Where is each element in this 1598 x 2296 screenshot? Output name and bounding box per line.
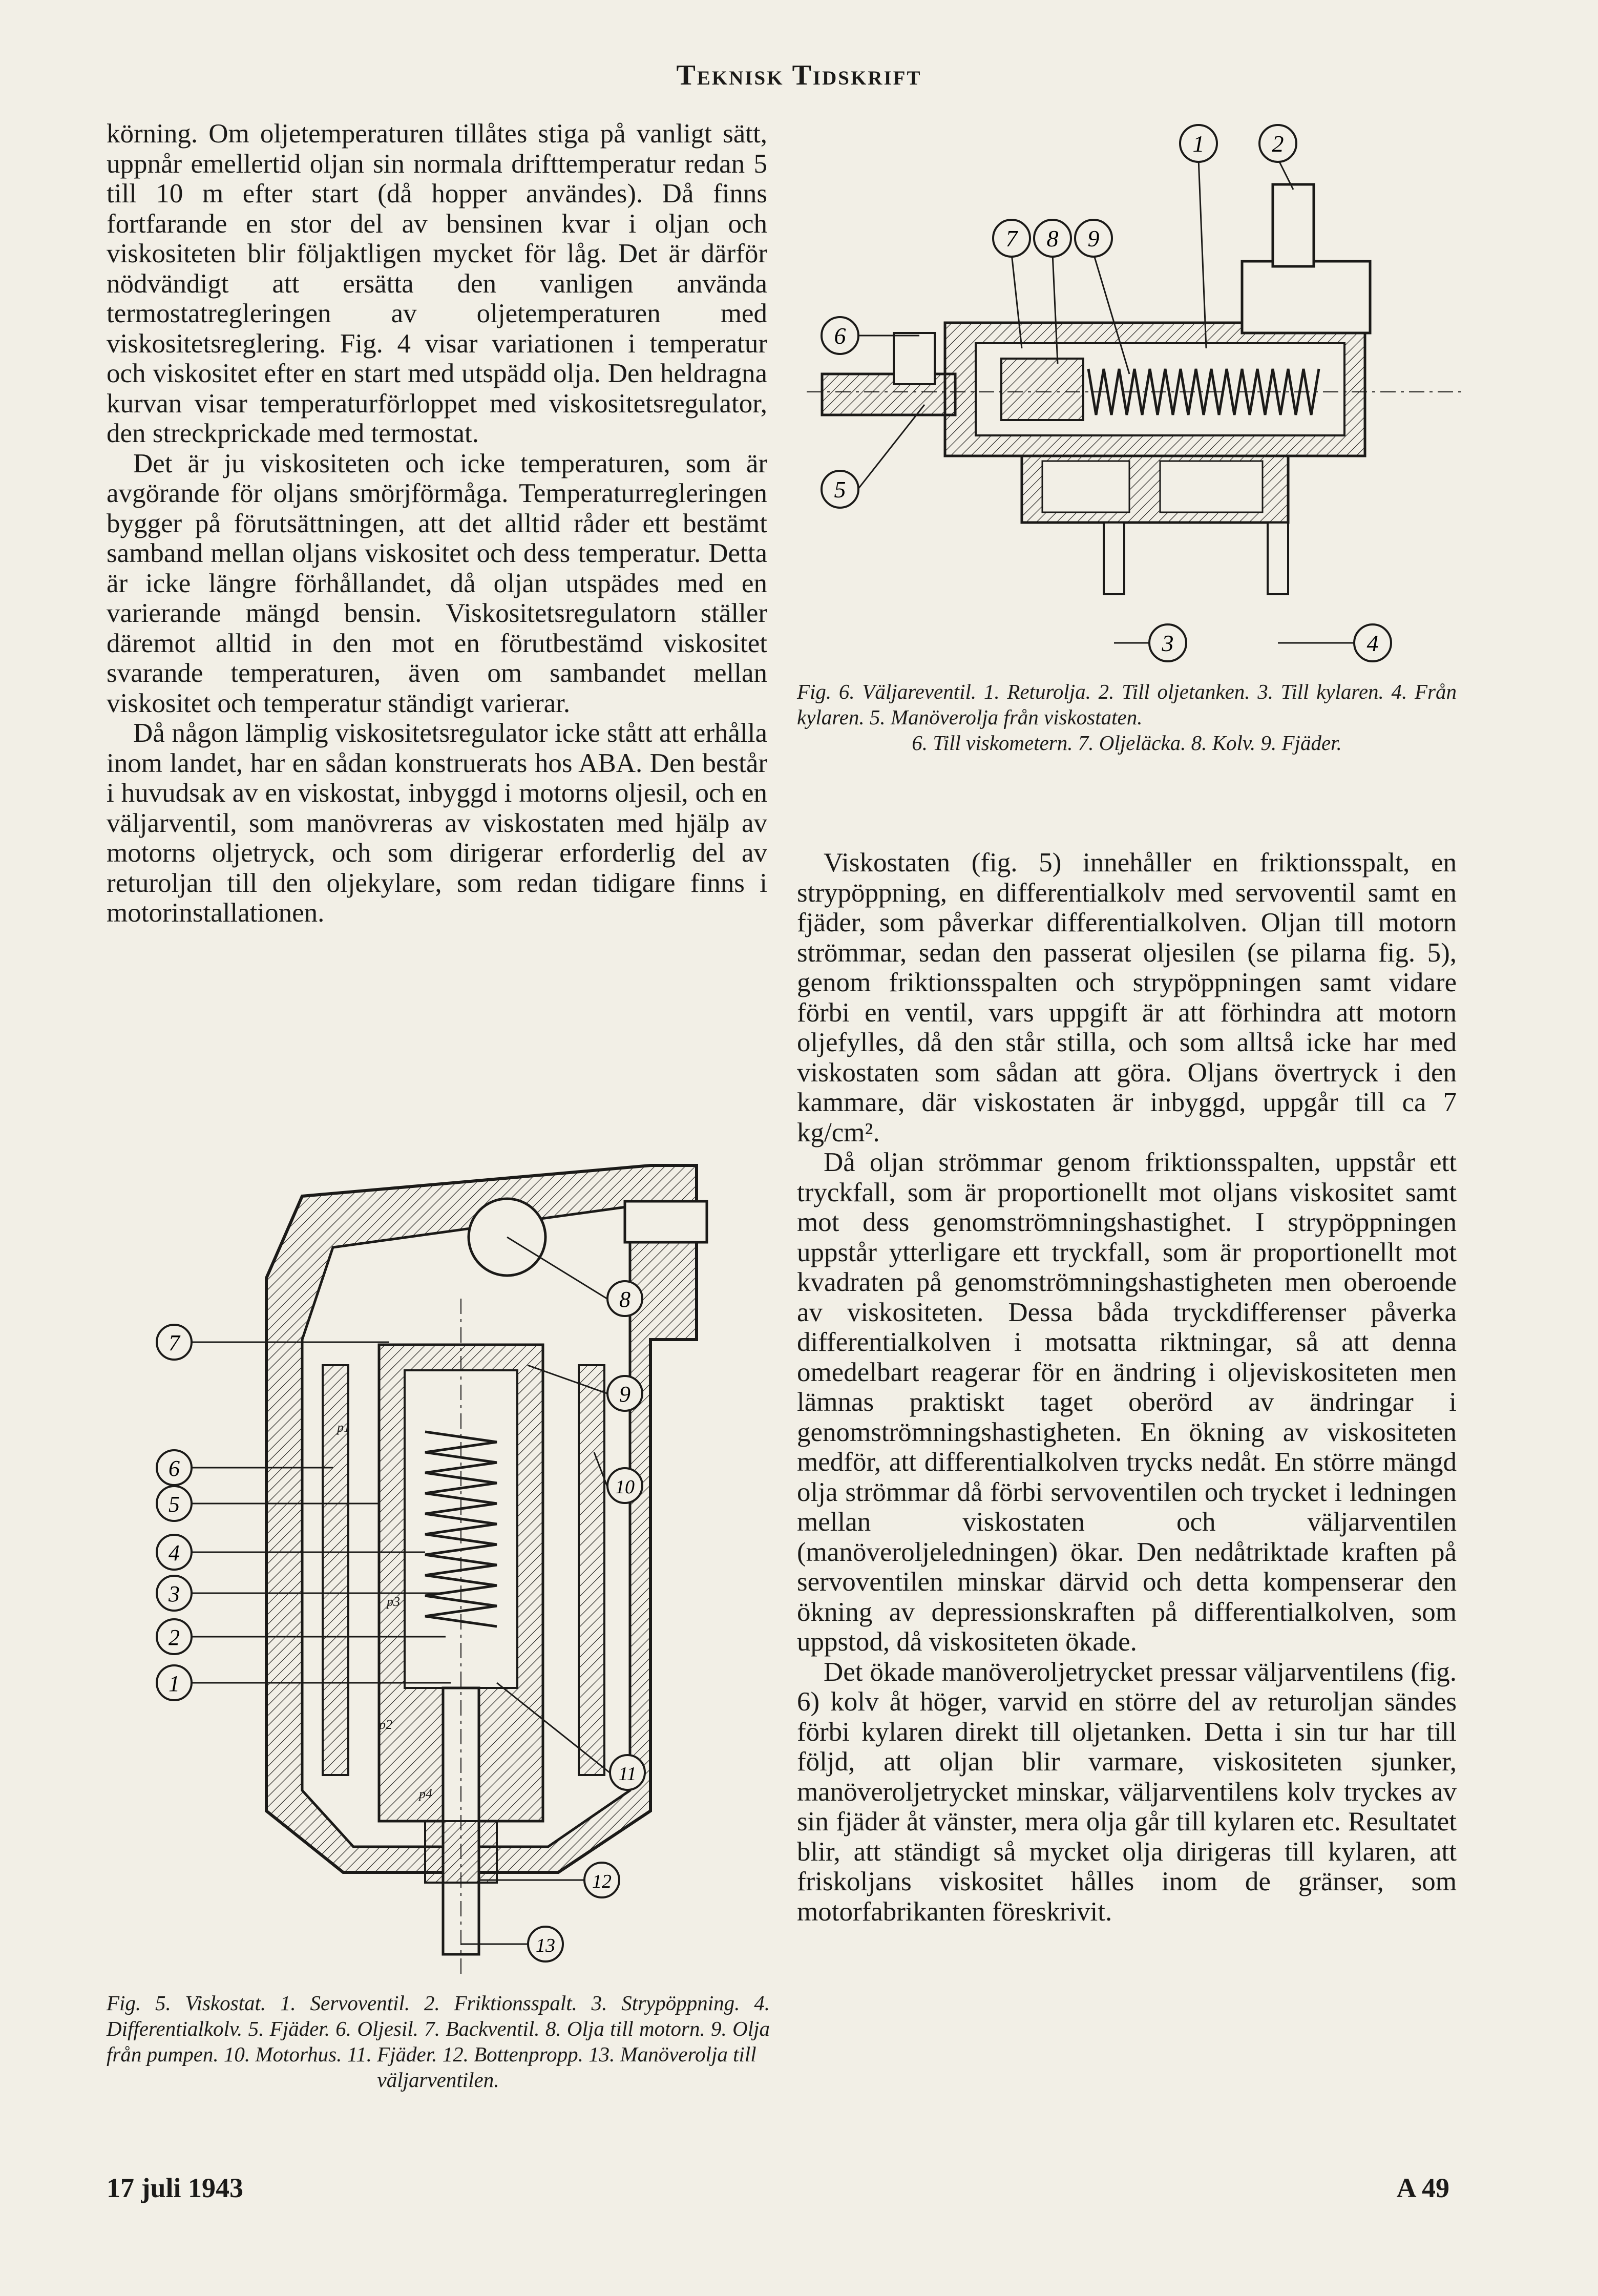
figure-5-callout-2 bbox=[157, 1619, 192, 1654]
svg-text:7: 7 bbox=[1005, 225, 1018, 252]
figure-6-callout-5 bbox=[822, 471, 858, 508]
svg-text:4: 4 bbox=[169, 1540, 180, 1566]
svg-text:7: 7 bbox=[169, 1330, 180, 1355]
svg-text:8: 8 bbox=[1046, 225, 1059, 252]
svg-text:9: 9 bbox=[619, 1382, 630, 1407]
left-paragraph-2: Det är ju viskositeten och icke temperaturen, som är avgörande för oljans smörjförmåga. Temperaturregleringen bygger på förutsättningen, att det alltid råder ett bestämt samband mellan oljans viskositet och dess temperatur. Detta är icke längre förhållandet, då oljan utspädes med en varierande mängd bensin. Viskositetsregulatorn ställer däremot alltid in den mot en förutbestämd viskositet svarande temperaturen, även om sambandet mellan viskositet och temperatur ständigt varierar. bbox=[107, 448, 767, 718]
figure-5-callout-6 bbox=[157, 1450, 192, 1485]
svg-text:p4: p4 bbox=[419, 1786, 432, 1801]
svg-text:3: 3 bbox=[169, 1581, 180, 1606]
figure-6-callout-4 bbox=[1354, 624, 1391, 661]
figure-5-viscostat-drawing bbox=[138, 1145, 753, 1985]
figure-6-callout-9 bbox=[1075, 220, 1112, 257]
figure-5-callout-10 bbox=[607, 1468, 642, 1503]
figure-6-caption bbox=[797, 679, 1457, 756]
svg-text:13: 13 bbox=[536, 1935, 555, 1956]
svg-text:5: 5 bbox=[834, 476, 846, 503]
svg-text:2: 2 bbox=[169, 1625, 180, 1650]
svg-text:2: 2 bbox=[1272, 131, 1284, 157]
svg-text:1: 1 bbox=[1192, 131, 1205, 157]
figure-6-callout-2 bbox=[1259, 125, 1296, 162]
figure-5-callout-1 bbox=[157, 1665, 192, 1700]
figure-5-caption bbox=[107, 1990, 770, 2093]
svg-text:6: 6 bbox=[834, 323, 846, 349]
svg-text:6: 6 bbox=[169, 1456, 180, 1481]
figure-6-callout-3 bbox=[1149, 624, 1186, 661]
figure-6-callout-8 bbox=[1034, 220, 1071, 257]
figure-5-caption-main: Fig. 5. Viskostat. 1. Servoventil. 2. Friktionsspalt. 3. Strypöppning. 4. Differentialkolv. 5. Fjäder. 6. Oljesil. 7. Backventil. 8. Olja till motorn. 9. Olja från pumpen. 10. Motorhus. 11. Fjäder. 12. Bottenpropp. 13. Manöverolja till bbox=[107, 1991, 770, 2066]
right-paragraph-1: Viskostaten (fig. 5) innehåller en friktionsspalt, en strypöppning, en differentialkolv med servoventil samt en fjäder, som påverkar differentialkolven. Oljan till motorn strömmar, sedan den passerat oljesilen (se pilarna fig. 5), genom friktionsspalten och strypöppningen samt vidare förbi en ventil, vars uppgift är att förhindra att motorn oljefylles, då den står stilla, och som alltså icke har med viskostaten som sådan att göra. Oljans övertryck i den kammare, där viskostaten är inbyggd, uppgår till ca 7 kg/cm². bbox=[797, 848, 1457, 1147]
figure-6-callout-1 bbox=[1180, 125, 1217, 162]
svg-text:12: 12 bbox=[592, 1871, 612, 1892]
figure-5-callout-3 bbox=[157, 1576, 192, 1611]
left-paragraph-3: Då någon lämplig viskositetsregulator icke stått att erhålla inom landet, har en sådan konstruerats hos ABA. Den består i huvudsak av en viskostat, inbyggd i motorns oljesil, och en väljarventil, som manövreras av viskostaten med hjälp av motorns oljetryck, och som dirigerar erforderlig del av returoljan till den oljekylare, som redan tidigare finns i motorinstallationen. bbox=[107, 718, 767, 928]
svg-text:11: 11 bbox=[618, 1763, 637, 1785]
figure-6-caption-main: Fig. 6. Väljareventil. 1. Returolja. 2. Till oljetanken. 3. Till kylaren. 4. Från kylaren. 5. Manöverolja från viskostaten. bbox=[797, 680, 1457, 729]
svg-text:4: 4 bbox=[1366, 630, 1379, 656]
figure-5-callout-8 bbox=[607, 1281, 642, 1316]
figure-6-callout-7 bbox=[993, 220, 1030, 257]
svg-text:p3: p3 bbox=[387, 1594, 400, 1609]
figure-6-valve-drawing bbox=[802, 108, 1467, 671]
right-paragraph-3: Det ökade manöveroljetrycket pressar väljarventilens (fig. 6) kolv åt höger, varvid en större del av returoljan sändes förbi kylaren direkt till oljetanken. Detta i sin tur har till följd, att oljan blir varmare, viskositeten sjunker, manöveroljetrycket minskar, väljarventilens kolv tryckes av sin fjäder åt vänster, mera olja går till kylaren etc. Resultatet blir, att ständigt så mycket olja dirigeras till kylaren, att friskoljans viskositet hålles inom de gränser, som motorfabrikanten föreskrivit. bbox=[797, 1657, 1457, 1927]
figure-6-callout-6 bbox=[822, 317, 858, 354]
figure-5-callout-5 bbox=[157, 1486, 192, 1521]
footer-page-number: A 49 bbox=[1396, 2173, 1449, 2203]
right-paragraph-2: Då oljan strömmar genom friktionsspalten, uppstår ett tryckfall, som är proportionellt mot oljans viskositet samt mot dess genomströmningshastighet. I strypöppningen uppstår ytterligare ett tryckfall, som är proportionellt mot kvadraten på genomströmningshastigheten men oberoende av viskositeten. Dessa båda tryckdifferenser påverka differentialkolven i motsatta riktningar, så att denna omedelbart reagerar för en ändring i oljeviskositeten men lämnas praktiskt taget oberörd av ändringar i genomströmningshastigheten. En ökning av viskositeten medför, att differentialkolven trycks nedåt. En större mängd olja strömmar då förbi servoventilen och trycket i ledningen mellan viskostaten och väljarventilen (manöveroljeledningen) ökar. Den nedåtriktade kraften på servoventilen minskar därvid och detta kompenserar den ökning av depressionskraften på differentialkolven, som uppstod, då viskositeten ökade. bbox=[797, 1147, 1457, 1657]
figure-5-callout-4 bbox=[157, 1535, 192, 1570]
figure-5-caption-last: väljarventilen. bbox=[377, 2068, 499, 2092]
svg-text:8: 8 bbox=[619, 1287, 630, 1312]
right-column-text bbox=[797, 848, 1457, 1927]
figure-5-callout-13 bbox=[528, 1927, 563, 1961]
figure-5-callout-7 bbox=[157, 1325, 192, 1360]
svg-text:5: 5 bbox=[169, 1492, 180, 1517]
figure-6-caption-last: 6. Till viskometern. 7. Oljeläcka. 8. Kolv. 9. Fjäder. bbox=[912, 731, 1342, 755]
left-column-text bbox=[107, 119, 767, 928]
svg-text:p1: p1 bbox=[337, 1420, 350, 1435]
footer-date: 17 juli 1943 bbox=[107, 2173, 244, 2203]
left-paragraph-1: körning. Om oljetemperaturen tillåtes stiga på vanligt sätt, uppnår emellertid oljan sin normala drifttemperatur redan 5 till 10 m efter start (då hopper användes). Då finns fortfarande en stor del av bensinen kvar i oljan och viskositeten blir följaktligen mycket för låg. Det är därför nödvändigt att ersätta den vanligen använda termostatregleringen av oljetemperaturen med viskositetsreglering. Fig. 4 visar variationen i temperatur och viskositet efter en start med utspädd olja. Den heldragna kurvan visar temperaturförloppet med viskositetsregulator, den streckprickade med termostat. bbox=[107, 119, 767, 448]
figure-5-callout-12 bbox=[584, 1863, 619, 1897]
svg-text:p2: p2 bbox=[379, 1717, 392, 1732]
svg-text:1: 1 bbox=[169, 1671, 180, 1696]
figure-5-callout-11 bbox=[610, 1755, 645, 1790]
svg-text:9: 9 bbox=[1087, 225, 1100, 252]
svg-text:10: 10 bbox=[615, 1476, 635, 1498]
svg-text:3: 3 bbox=[1162, 630, 1174, 656]
figure-5-callout-9 bbox=[607, 1376, 642, 1411]
journal-masthead: Teknisk Tidskrift bbox=[676, 59, 922, 91]
